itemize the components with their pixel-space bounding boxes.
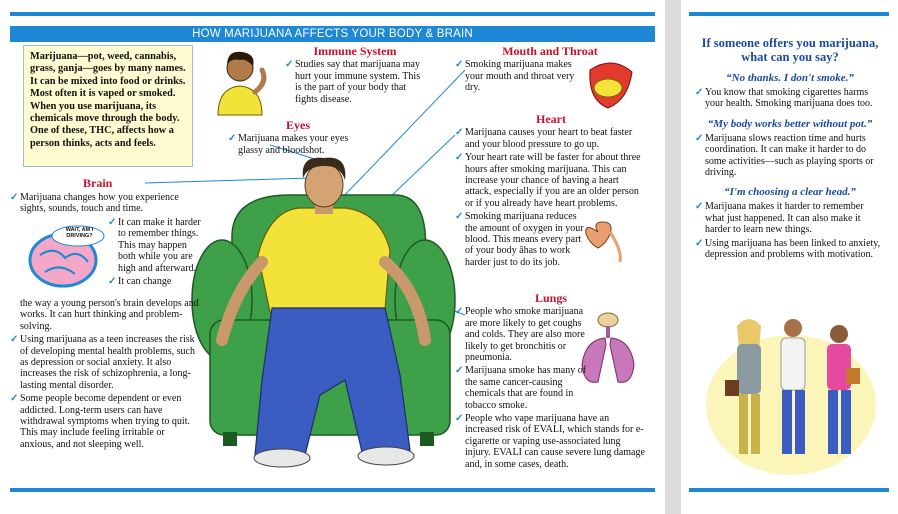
refusal-item: ✓ Marijuana slows reaction time and hurts coordination. It can make it harder to do some activities—such as playing sports or driving. xyxy=(695,133,885,179)
immune-system-text: ✓ Studies say that marijuana may hurt your immune system. This is the part of your body that fights disease. xyxy=(285,59,425,105)
refusal-heading: If someone offers you marijuana, what can you say? xyxy=(701,36,879,64)
brain-list-bottom xyxy=(10,298,200,452)
intro-box: Marijuana—pot, weed, cannabis, grass, ganja—goes by many names. It can be mixed into food or drinks. Most often it is vaped or smoked. When you use marijuana, its chemicals move through the body. One of these, THC, affects how a person thinks, acts and feels. xyxy=(23,45,193,167)
quote-no-thanks: “No thanks. I don't smoke.” xyxy=(726,72,854,84)
brain-heading-wrap xyxy=(83,178,143,191)
brain-item: ✓ It can change xyxy=(108,276,203,287)
quote-clear-head: “I'm choosing a clear head.” xyxy=(724,186,856,199)
brain-item: ✓ Using marijuana as a teen increases the risk of developing mental health problems, such as depression or social anxiety. It also increases the risk of schizophrenia, a long-lasting mental disorder. xyxy=(10,334,200,391)
brain-item-continued: the way a young person's brain develops and works. It can hurt thinking and problem-solving. xyxy=(20,298,199,332)
mouth-throat-heading: Mouth and Throat xyxy=(502,44,598,58)
brain-list-side xyxy=(108,217,203,289)
quote-body-works: “My body works better without pot.” xyxy=(707,117,873,130)
brain-item: ✓ It can make it harder to remember things. This may happen both while you are high and afterward. xyxy=(108,217,203,274)
heart-heading: Heart xyxy=(536,112,566,126)
brain-heading: Brain xyxy=(83,176,113,190)
immune-system-section xyxy=(285,46,425,107)
refusal-item: ✓ Marijuana makes it harder to remember what just happened. It can also make it harder to learn new things. xyxy=(695,201,885,235)
lungs-item: ✓ People who vape marijuana have an increased risk of EVALI, which stands for e-cigarette or vaping use-associated lung injury. EVALI can cause severe lung damage and, in some cases, death. xyxy=(455,413,647,470)
mouth-throat-text: ✓ Smoking marijuana makes your mouth and throat very dry. xyxy=(455,59,580,93)
brain-item: ✓ Marijuana changes how you experience sights, sounds, touch and time. xyxy=(10,192,205,215)
immune-system-heading: Immune System xyxy=(313,44,397,58)
bottom-rule xyxy=(689,488,889,492)
right-panel xyxy=(681,0,898,514)
eyes-heading: Eyes xyxy=(286,118,310,132)
lungs-heading: Lungs xyxy=(534,291,568,305)
page-title: HOW MARIJUANA AFFECTS YOUR BODY & BRAIN xyxy=(10,26,655,42)
heart-item: ✓ Smoking marijuana reduces the amount of oxygen in your blood. This means every part of your body âhas to work harder just to do its job. xyxy=(455,211,587,268)
heart-section xyxy=(455,114,647,270)
mouth-throat-section xyxy=(455,44,598,96)
three-friends-illustration xyxy=(701,310,881,480)
brain-list-top xyxy=(10,192,205,217)
heart-item: ✓ Marijuana causes your heart to beat faster and your blood pressure to go up. xyxy=(455,127,647,150)
eyes-text: ✓ Marijuana makes your eyes glassy and bloodshot. xyxy=(228,133,368,156)
lungs-section xyxy=(455,293,647,472)
heart-item: ✓ Your heart rate will be faster for about three hours after smoking marijuana. This can increase your chance of having a heart attack, especially if you are an older person or if you already have heart problems. xyxy=(455,152,647,209)
lungs-item: ✓ People who smoke marijuana are more likely to get coughs and colds. They are also more likely to get bronchitis or pneumonia. xyxy=(455,306,589,363)
coughing-person-illustration xyxy=(218,52,264,115)
pointer-brain-line xyxy=(145,178,310,183)
lungs-item: ✓ Marijuana smoke has many of the same cancer-causing chemicals that are found in tobacco smoke. xyxy=(455,365,589,411)
mouth-illustration xyxy=(590,63,632,108)
refusal-section xyxy=(695,36,885,262)
brain-speech-bubble: WAIT, AM I DRIVING? xyxy=(65,227,94,239)
brain-item: ✓ Some people become dependent or even addicted. Long-term users can have withdrawal symptoms when trying to quit. This may include feeling irritable or anxious, and not sleeping well. xyxy=(10,393,200,450)
refusal-item: ✓ You know that smoking cigarettes harms your health. Smoking marijuana does too. xyxy=(695,87,885,110)
eyes-section xyxy=(228,120,368,158)
top-rule xyxy=(689,12,889,16)
refusal-item: ✓ Using marijuana has been linked to anxiety, depression and problems with motivation. xyxy=(695,238,885,261)
